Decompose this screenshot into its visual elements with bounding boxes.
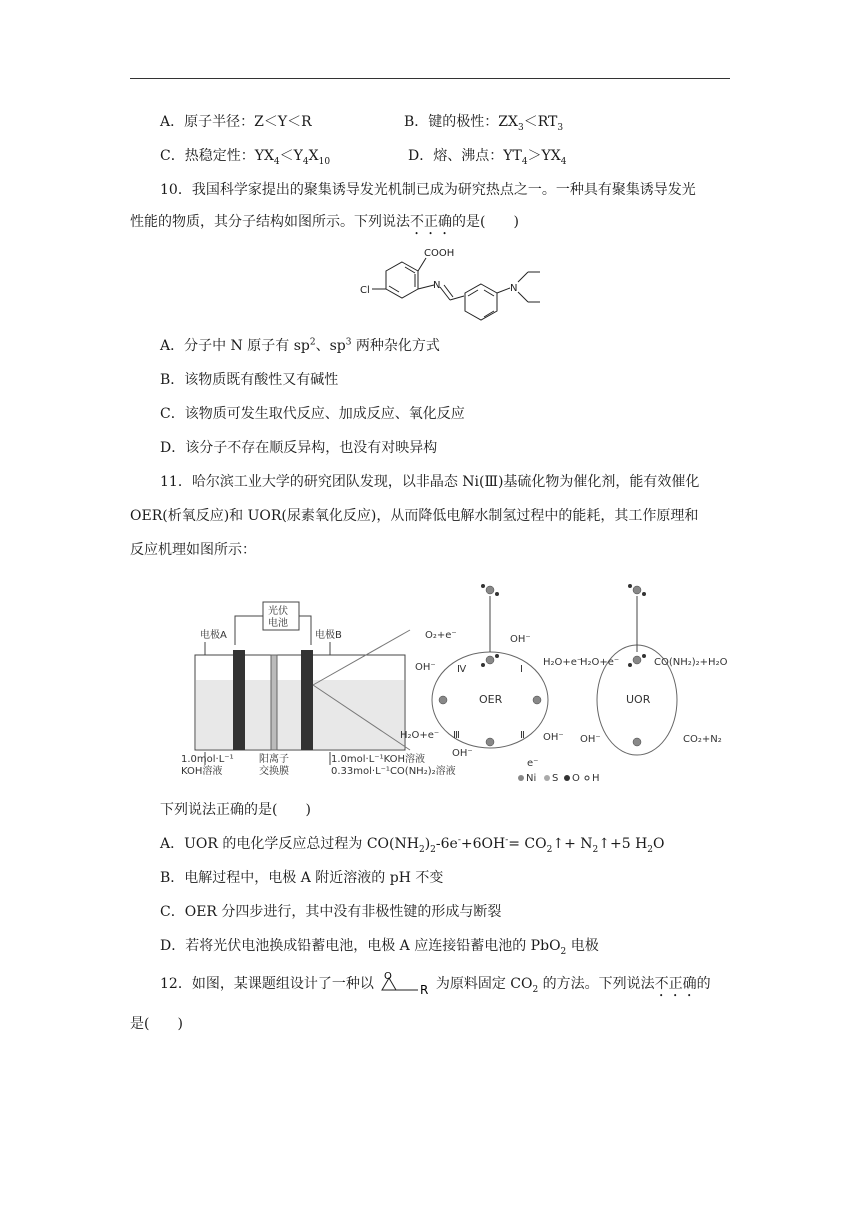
uor-oh: OH⁻ — [580, 734, 601, 745]
q11-stem-line2: OER(析氧反应)和 UOR(尿素氧化反应)，从而降低电解水制氢过程中的能耗，其工作原理和 — [130, 508, 699, 524]
legend-s: S — [552, 773, 559, 784]
q10-option-c: C．该物质可发生取代反应、加成反应、氧化反应 — [160, 406, 465, 422]
q11-option-d: D．若将光伏电池换成铅蓄电池，电极 A 应连接铅蓄电池的 PbO$_2$ 电极 — [160, 938, 599, 957]
step-1: Ⅰ — [520, 664, 523, 675]
electrode-b — [301, 650, 313, 750]
oer-electron: e⁻ — [527, 758, 539, 769]
q9-option-c: C．热稳定性：$YX_4<Y_4X_{10}$ — [160, 148, 331, 167]
electrode-b-label: 电极B — [315, 630, 342, 641]
q10-option-d: D．该分子不存在顺反异构，也没有对映异构 — [160, 440, 438, 456]
epoxide-o: O — [383, 971, 392, 982]
epoxide-structure — [374, 970, 436, 996]
legend-h: H — [592, 773, 600, 784]
oer-oh-bottom: OH⁻ — [452, 748, 473, 759]
right-solution-1: 1.0mol·L⁻¹KOH溶液 — [331, 754, 425, 765]
q11-option-c: C．OER 分四步进行，其中没有非极性键的形成与断裂 — [160, 904, 502, 920]
electrode-a-label: 电极A — [200, 630, 227, 641]
electrode-a — [233, 650, 245, 750]
step-2: Ⅱ — [520, 730, 525, 741]
membrane — [271, 655, 277, 750]
molecule-structure — [340, 240, 560, 325]
q10-stem-line2: 性能的物质，其分子结构如图所示。下列说法不正确的是( ) — [130, 214, 519, 230]
q12-stem-line2: 是( ) — [130, 1016, 183, 1032]
amine-n-label: N — [510, 283, 518, 294]
q11-option-a: A．UOR 的电化学反应总过程为 $CO(NH_2)_2-6e^-+6OH^-=$ $CO_2↑+$ $N_2↑+5$ $H_2O$ — [160, 835, 665, 855]
q9-option-a: A．原子半径：Z＜Y＜R — [160, 114, 312, 130]
oer-oh-top: OH⁻ — [510, 634, 531, 645]
q11-stem-line3: 反应机理如图所示： — [130, 542, 256, 558]
q11-stem-line1: 11．哈尔滨工业大学的研究团队发现，以非晶态 Ni(Ⅲ)基硫化物为催化剂，能有效催化 — [160, 474, 700, 490]
q10-option-a: A．分子中 N 原子有 $sp^2$、$sp^3$ 两种杂化方式 — [160, 337, 440, 354]
uor-label: UOR — [626, 693, 651, 706]
membrane-label-1: 阳离子 — [259, 754, 289, 765]
q10-option-b: B．该物质既有酸性又有碱性 — [160, 372, 339, 388]
pv-label-2: 电池 — [268, 618, 288, 629]
q11-ask: 下列说法正确的是( ) — [160, 802, 311, 818]
q11-option-b: B．电解过程中，电极 A 附近溶液的 pH 不变 — [160, 870, 444, 886]
oer-label: OER — [479, 693, 503, 706]
imine-n-label: N — [433, 280, 441, 291]
step-3: Ⅲ — [453, 730, 460, 741]
q10-stem-line1: 10．我国科学家提出的聚集诱导发光机制已成为研究热点之一。一种具有聚集诱导发光 — [160, 182, 696, 198]
membrane-label-2: 交换膜 — [259, 766, 289, 777]
uor-urea: CO(NH₂)₂+H₂O — [654, 657, 728, 668]
electrolysis-figure — [175, 570, 735, 790]
pv-label: 光伏 — [268, 606, 288, 617]
q9-option-d: D．熔、沸点：$YT_4>YX_4$ — [408, 148, 567, 167]
epoxide-r: R — [419, 983, 429, 996]
right-solution-2: 0.33mol·L⁻¹CO(NH₂)₂溶液 — [331, 766, 456, 777]
header-rule — [130, 78, 730, 79]
legend-o: O — [572, 773, 580, 784]
uor-co2-n2: CO₂+N₂ — [683, 734, 722, 745]
q12-stem-line1: 12．如图，某课题组设计了一种以 O R 为原料固定 $CO_2$ 的方法。下列说法不正确的 — [160, 971, 711, 996]
left-solution-1: 1.0mol·L⁻¹ — [181, 754, 234, 765]
cooh-label: COOH — [424, 248, 455, 259]
oer-h2o-e-top: H₂O+e⁻ — [543, 657, 583, 668]
electrolyte — [196, 680, 404, 749]
uor-h2o-e: H₂O+e⁻ — [580, 657, 620, 668]
oer-o2: O₂+e⁻ — [425, 630, 457, 641]
cl-label: Cl — [360, 285, 370, 296]
oer-oh-right: OH⁻ — [543, 732, 564, 743]
q9-option-b: B．键的极性：$ZX_3<RT_3$ — [404, 114, 564, 133]
oer-h2o-e-bottom: H₂O+e⁻ — [400, 730, 440, 741]
left-solution-2: KOH溶液 — [181, 766, 223, 777]
oer-oh-left: OH⁻ — [415, 662, 436, 673]
legend-ni: Ni — [526, 773, 537, 784]
step-4: Ⅳ — [457, 664, 467, 675]
